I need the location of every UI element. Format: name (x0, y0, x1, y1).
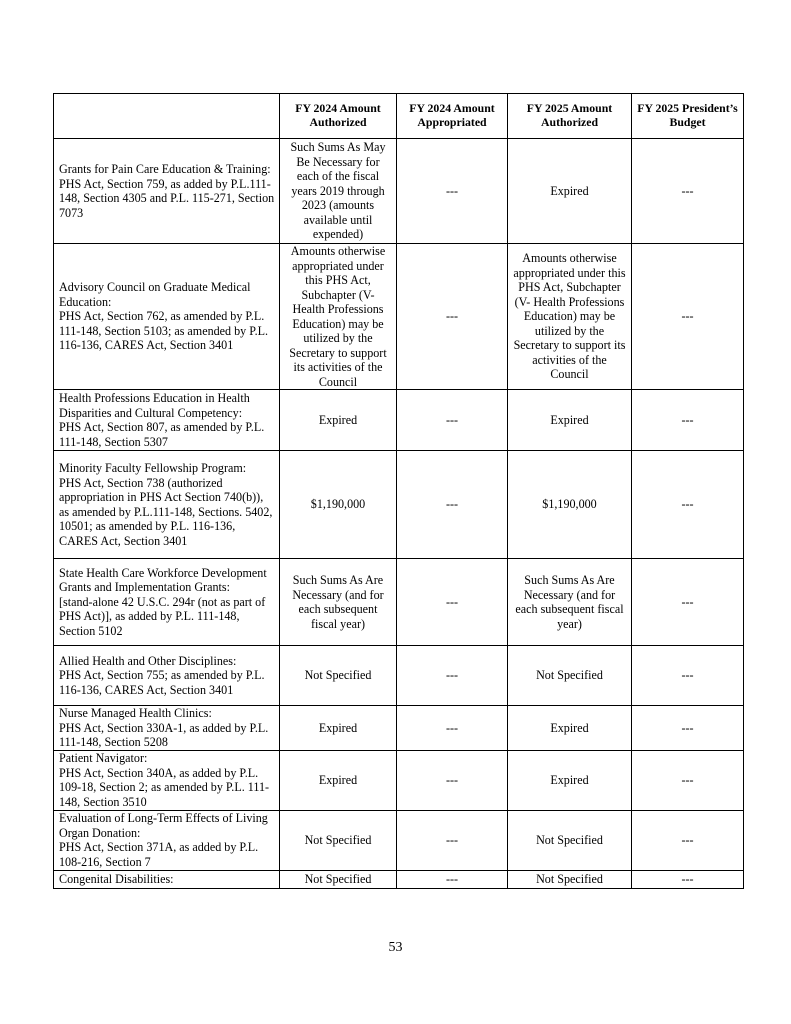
table-body (54, 139, 744, 889)
fy2024-appropriated-cell: --- (397, 646, 508, 706)
fy2025-authorized-cell: Expired (508, 390, 632, 451)
program-citation: PHS Act, Section 759, as added by P.L.111-148, Section 4305 and P.L. 115-271, Section 7073 (59, 176, 275, 220)
fy2024-appropriated-cell: --- (397, 706, 508, 751)
fy2025-budget-cell: --- (632, 559, 744, 646)
fy2025-budget-cell: --- (632, 139, 744, 244)
table-row (54, 706, 744, 751)
fy2025-authorized-cell: Not Specified (508, 646, 632, 706)
header-fy2024-authorized: FY 2024 Amount Authorized (280, 94, 397, 139)
fy2025-budget-cell: --- (632, 390, 744, 451)
fy2024-appropriated-cell: --- (397, 870, 508, 888)
program-name: State Health Care Workforce Development Grants and Implementation Grants: (59, 565, 267, 595)
table-row (54, 810, 744, 870)
table-row (54, 390, 744, 451)
fy2024-authorized-cell: Not Specified (280, 870, 397, 888)
fy2024-authorized-cell: $1,190,000 (280, 451, 397, 559)
fy2025-budget-cell: --- (632, 870, 744, 888)
fy2024-appropriated-cell: --- (397, 750, 508, 810)
program-cell (54, 646, 280, 706)
table-row (54, 451, 744, 559)
table-row (54, 870, 744, 888)
fy2025-budget-cell: --- (632, 451, 744, 559)
program-name: Minority Faculty Fellowship Program: (59, 461, 247, 475)
fy2024-appropriated-cell: --- (397, 810, 508, 870)
program-name: Advisory Council on Graduate Medical Education: (59, 280, 251, 309)
program-name: Evaluation of Long-Term Effects of Living Organ Donation: (59, 811, 268, 840)
program-name: Health Professions Education in Health Disparities and Cultural Competency: (59, 391, 250, 420)
program-citation: PHS Act, Section 340A, as added by P.L. 109-18, Section 2; as amended by P.L. 111-148, Section 3510 (59, 765, 270, 809)
program-cell (54, 750, 280, 810)
program-citation: PHS Act, Section 371A, as added by P.L. 108-216, Section 7 (59, 840, 259, 869)
header-fy2025-authorized: FY 2025 Amount Authorized (508, 94, 632, 139)
authorization-table (53, 93, 744, 889)
fy2024-appropriated-cell: --- (397, 244, 508, 390)
table-header-row (54, 94, 744, 139)
program-citation: PHS Act, Section 755; as amended by P.L. 116-136, CARES Act, Section 3401 (59, 668, 265, 697)
fy2024-appropriated-cell: --- (397, 139, 508, 244)
table-row (54, 244, 744, 390)
page-number: 53 (388, 940, 403, 955)
table-row (54, 646, 744, 706)
fy2025-budget-cell: --- (632, 244, 744, 390)
fy2025-authorized-cell: Not Specified (508, 870, 632, 888)
fy2025-authorized-cell: Such Sums As Are Necessary (and for each subsequent fiscal year) (508, 559, 632, 646)
header-program (54, 94, 280, 139)
program-name: Nurse Managed Health Clinics: (59, 706, 212, 720)
program-cell (54, 390, 280, 451)
program-cell (54, 559, 280, 646)
header-fy2025-budget: FY 2025 President’s Budget (632, 94, 744, 139)
program-name: Congenital Disabilities: (59, 871, 174, 886)
program-cell (54, 706, 280, 751)
fy2025-authorized-cell: Expired (508, 139, 632, 244)
program-cell (54, 244, 280, 390)
fy2025-budget-cell: --- (632, 646, 744, 706)
fy2025-authorized-cell: Expired (508, 750, 632, 810)
fy2024-appropriated-cell: --- (397, 390, 508, 451)
fy2024-authorized-cell: Expired (280, 390, 397, 451)
fy2025-budget-cell: --- (632, 750, 744, 810)
program-name: Patient Navigator: (59, 751, 148, 765)
fy2024-authorized-cell: Amounts otherwise appropriated under this PHS Act, Subchapter (V- Health Professions Education) may be utilized by the Secretary to support its activities of the Council (280, 244, 397, 390)
program-citation: PHS Act, Section 738 (authorized appropriation in PHS Act Section 740(b)), as amended by P.L.111-148, Sections. 5402, 10501; as amended by P.L. 116-136, CARES Act, Section 3401 (59, 475, 273, 548)
program-cell (54, 810, 280, 870)
program-name: Allied Health and Other Disciplines: (59, 653, 237, 668)
program-cell (54, 139, 280, 244)
fy2024-appropriated-cell: --- (397, 559, 508, 646)
fy2025-authorized-cell: $1,190,000 (508, 451, 632, 559)
program-citation: PHS Act, Section 762, as amended by P.L. 111-148, Section 5103; as amended by P.L. 116-136, CARES Act, Section 3401 (59, 309, 269, 353)
table-row (54, 139, 744, 244)
program-cell (54, 451, 280, 559)
fy2025-budget-cell: --- (632, 810, 744, 870)
fy2024-authorized-cell: Not Specified (280, 810, 397, 870)
fy2025-authorized-cell: Expired (508, 706, 632, 751)
fy2024-authorized-cell: Such Sums As Are Necessary (and for each subsequent fiscal year) (280, 559, 397, 646)
program-citation: PHS Act, Section 330A-1, as added by P.L. 111-148, Section 5208 (59, 720, 269, 749)
table-row (54, 750, 744, 810)
header-fy2024-appropriated: FY 2024 Amount Appropriated (397, 94, 508, 139)
program-citation: PHS Act, Section 807, as amended by P.L. 111-148, Section 5307 (59, 420, 265, 449)
fy2024-authorized-cell: Not Specified (280, 646, 397, 706)
fy2025-authorized-cell: Not Specified (508, 810, 632, 870)
program-cell (54, 870, 280, 888)
fy2024-appropriated-cell: --- (397, 451, 508, 559)
fy2025-authorized-cell: Amounts otherwise appropriated under this PHS Act, Subchapter (V- Health Professions Education) may be utilized by the Secretary to support its activities of the Council (508, 244, 632, 390)
fy2024-authorized-cell: Such Sums As May Be Necessary for each of the fiscal years 2019 through 2023 (amounts available until expended) (280, 139, 397, 244)
program-name: Grants for Pain Care Education & Training: (59, 162, 271, 176)
table-row (54, 559, 744, 646)
fy2024-authorized-cell: Expired (280, 750, 397, 810)
fy2024-authorized-cell: Expired (280, 706, 397, 751)
program-citation: [stand-alone 42 U.S.C. 294r (not as part of PHS Act)], as added by P.L. 111-148, Section 5102 (59, 594, 266, 638)
fy2025-budget-cell: --- (632, 706, 744, 751)
